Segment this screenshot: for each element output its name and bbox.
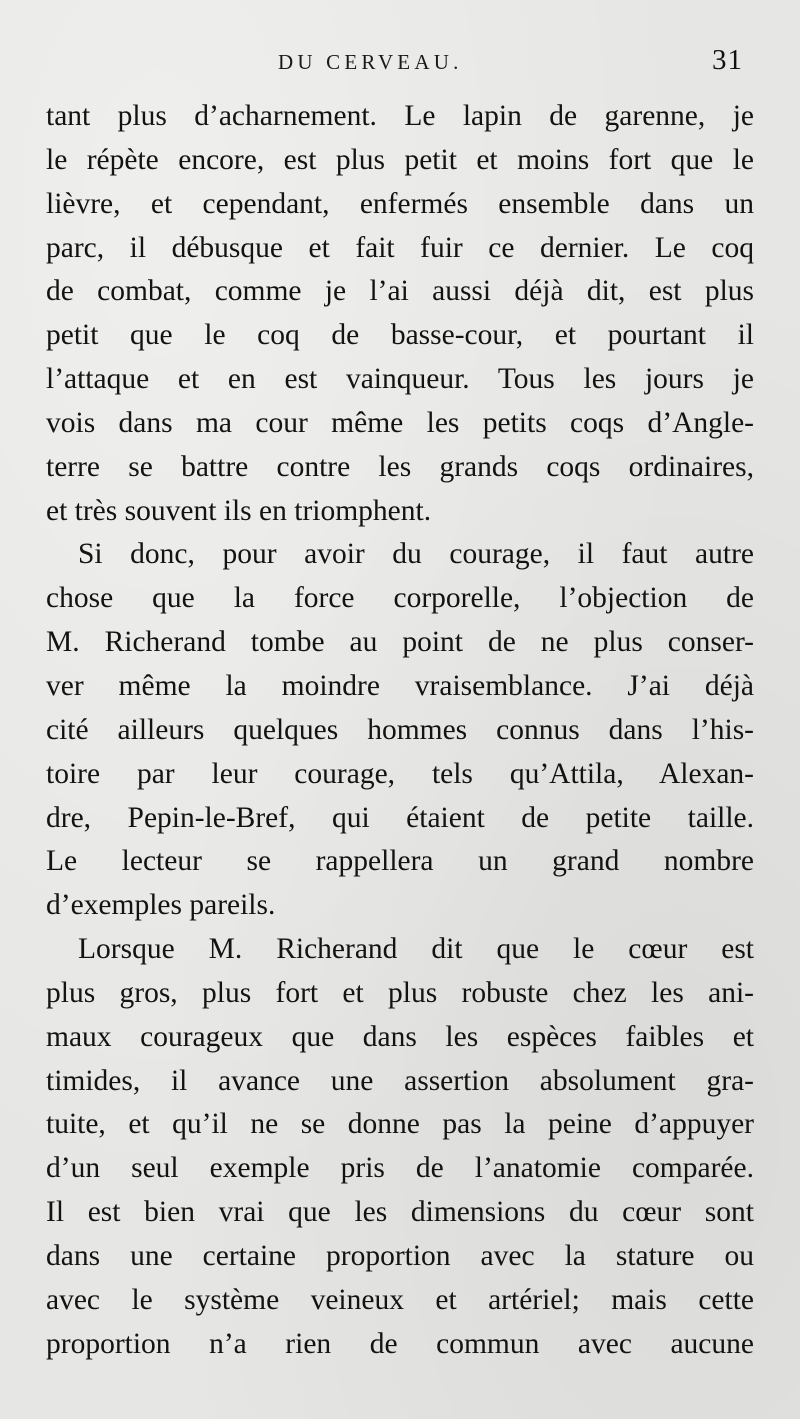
text-line: proportion n’a rien de commun avec aucune [46,1327,754,1360]
text-line: plus gros, plus fort et plus robuste chez les ani- [46,976,754,1009]
text-line: ver même la moindre vraisemblance. J’ai déjà [46,669,754,702]
text-line: chose que la force corporelle, l’objection de [46,582,754,615]
text-line: petit que le coq de basse-cour, et pourtant il [46,319,754,352]
text-line: parc, il débusque et fait fuir ce dernier. Le coq [46,231,754,264]
text-line: Le lecteur se rappellera un grand nombre [46,845,754,878]
running-head [0,44,800,84]
text-line: Il est bien vrai que les dimensions du cœur sont [46,1196,754,1229]
page-number: 31 [712,44,743,76]
paragraph-end-line: d’exemples pareils. [46,889,276,922]
text-line: lièvre, et cependant, enfermés ensemble dans un [46,187,754,220]
text-line: cité ailleurs quelques hommes connus dans l’his- [46,713,754,746]
text-line: l’attaque et en est vainqueur. Tous les jours je [46,363,754,396]
paragraph-end-line: et très souvent ils en triomphent. [46,494,432,527]
text-line: maux courageux que dans les espèces faibles et [46,1020,754,1053]
text-line: dre, Pepin-le-Bref, qui étaient de petite taille. [46,801,754,834]
text-line: avec le système veineux et artériel; mais cette [46,1283,754,1316]
text-line: de combat, comme je l’ai aussi déjà dit, est plus [46,275,754,308]
text-line: dans une certaine proportion avec la stature ou [46,1239,754,1272]
text-line: terre se battre contre les grands coqs ordinaires, [46,450,754,483]
text-line: tuite, et qu’il ne se donne pas la peine d’appuyer [46,1108,754,1141]
text-line: M. Richerand tombe au point de ne plus conser- [46,626,754,659]
text-line: le répète encore, est plus petit et moins fort que le [46,143,754,176]
text-line: d’un seul exemple pris de l’anatomie comparée. [46,1152,754,1185]
running-title: DU CERVEAU. [278,50,463,74]
text-line: vois dans ma cour même les petits coqs d’Angle- [46,406,754,439]
text-line: toire par leur courage, tels qu’Attila, Alexan- [46,757,754,790]
text-line: tant plus d’acharnement. Le lapin de garenne, je [46,100,754,132]
body-text [46,95,754,1366]
text-line: timides, il avance une assertion absolument gra- [46,1064,754,1097]
paragraph-start-line: Lorsque M. Richerand dit que le cœur est [78,933,754,966]
paragraph-start-line: Si donc, pour avoir du courage, il faut autre [78,538,754,571]
